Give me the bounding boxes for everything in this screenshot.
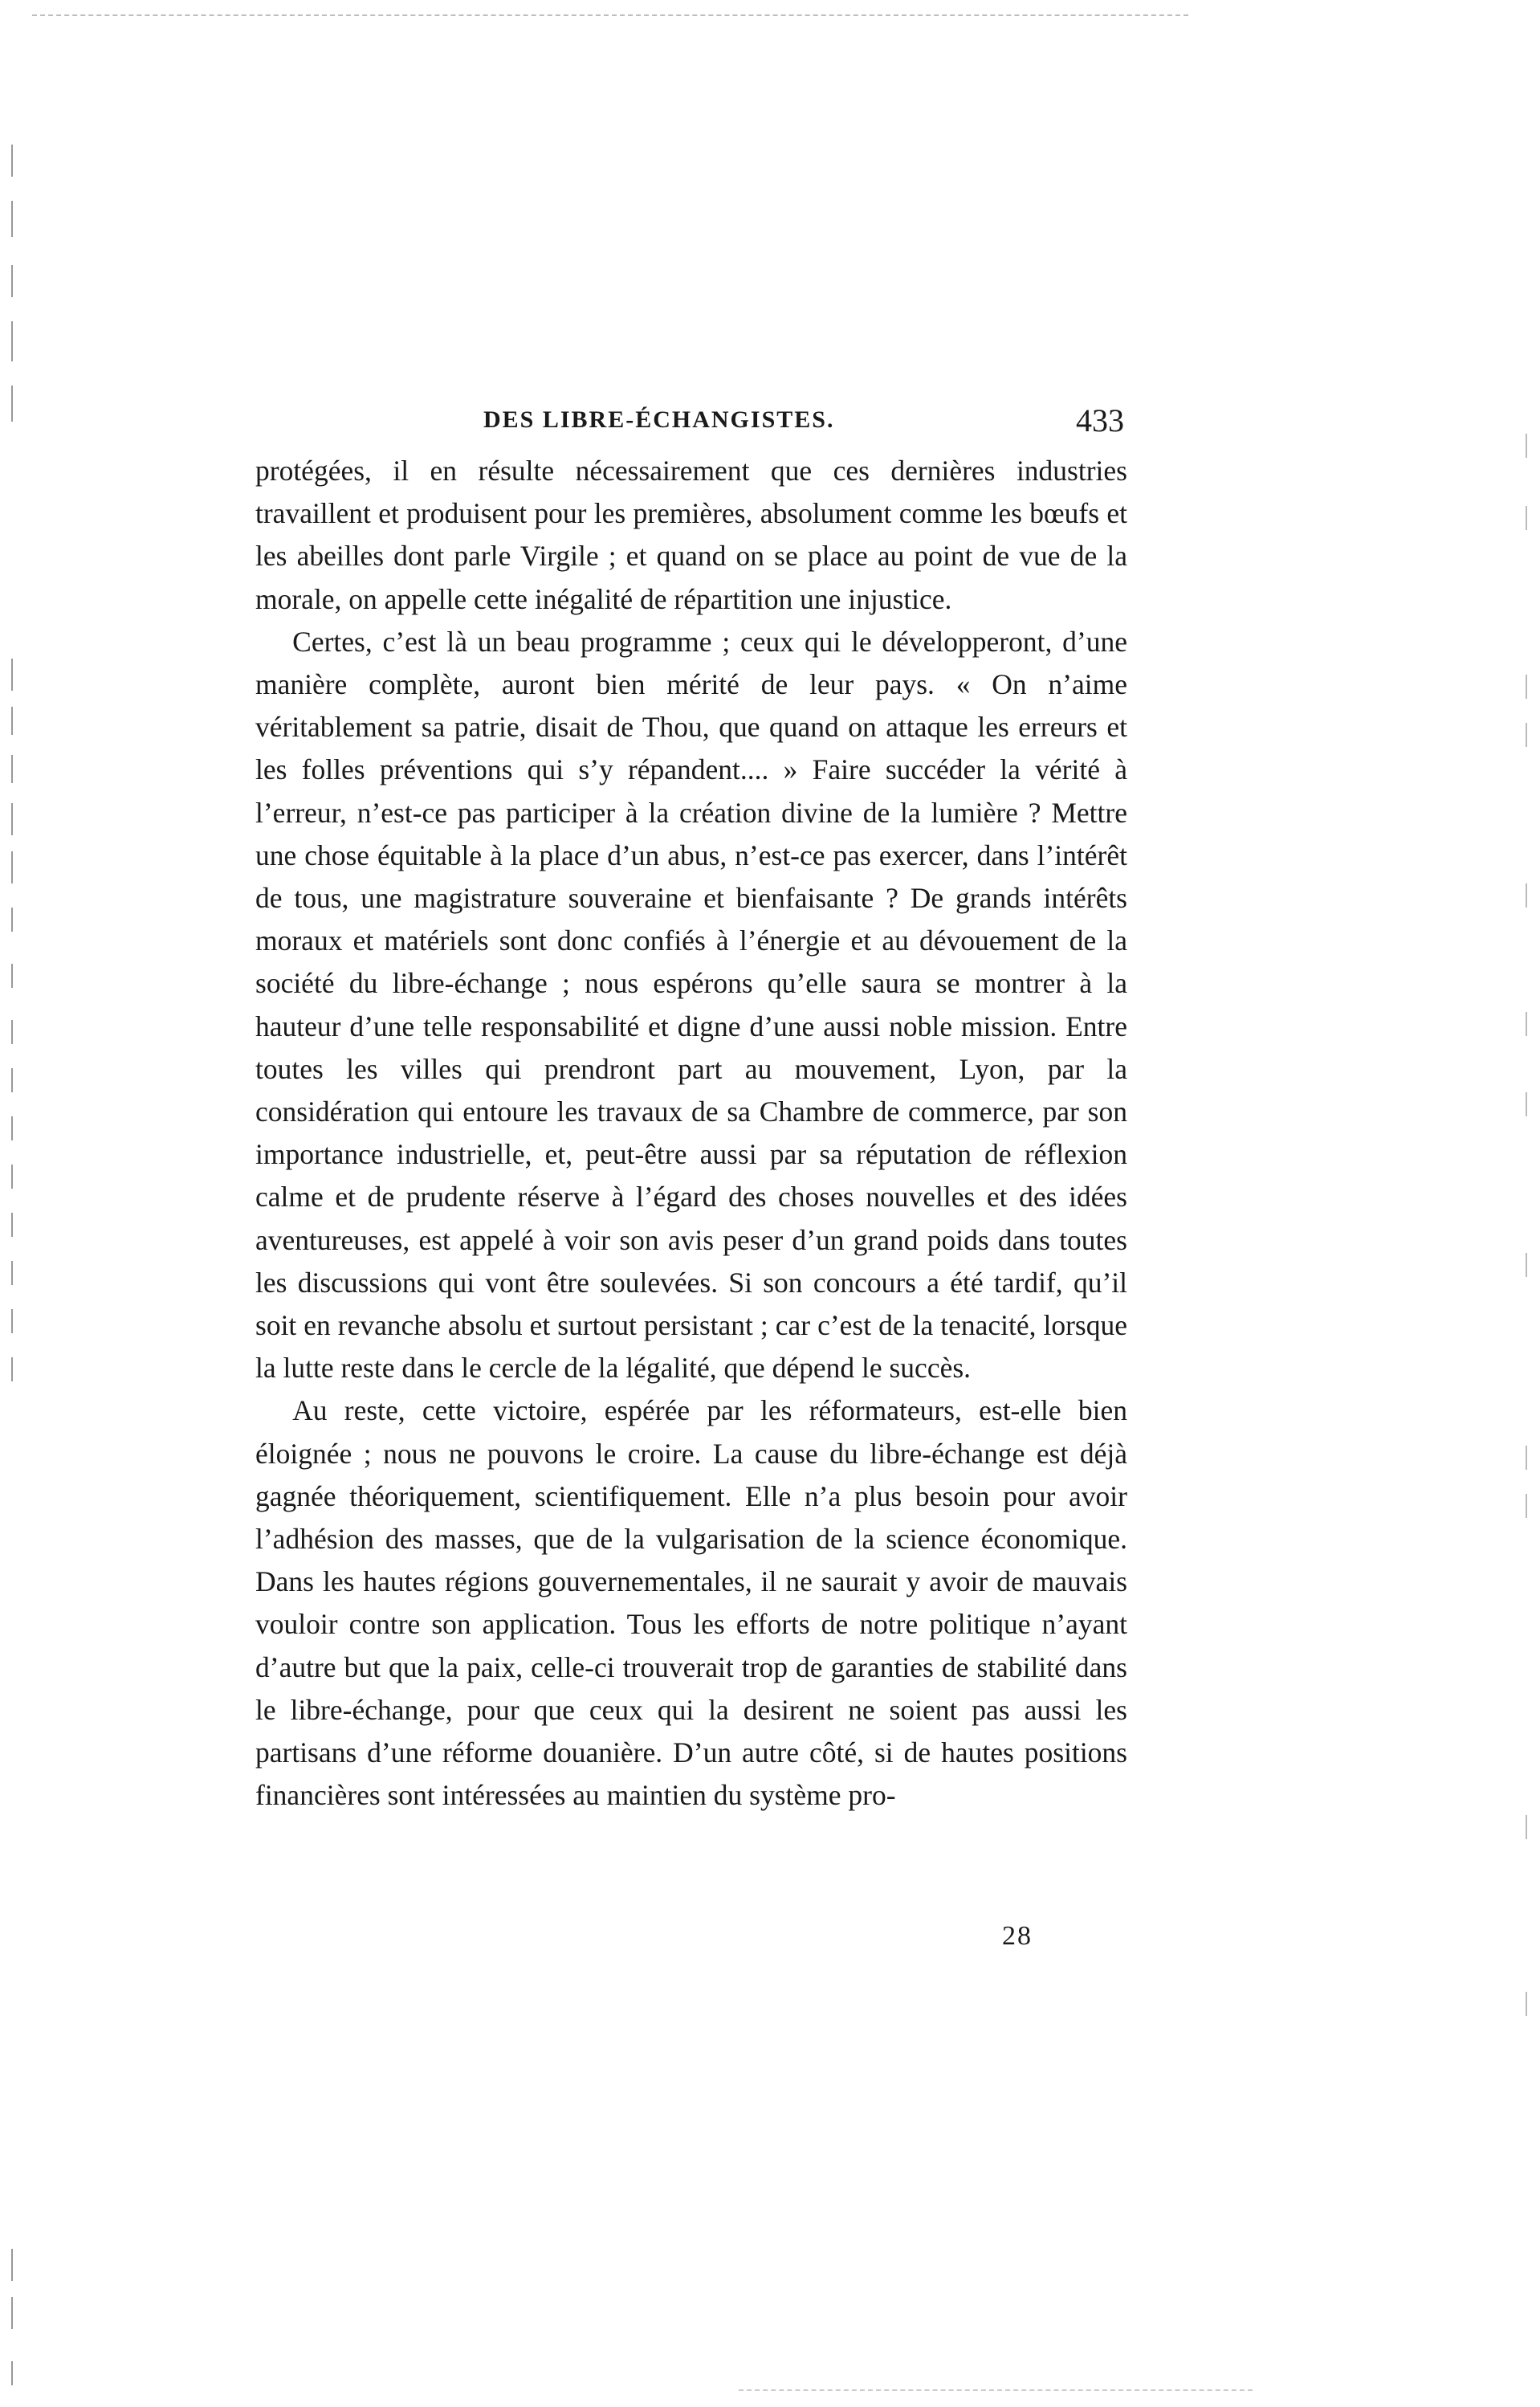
body-text	[255, 450, 1127, 1817]
paragraph-1: protégées, il en résulte nécessairement que ces dernières industries travaillent et produisent pour les premières, absolument comme les bœufs et les abeilles dont parle Virgile ; et quand on se place au point de vue de la morale, on appelle cette inégalité de répartition une injustice.	[255, 455, 1127, 615]
running-title: DES LIBRE-ÉCHANGISTES.	[483, 406, 835, 433]
signature-mark: 28	[1002, 1921, 1033, 1951]
running-head	[257, 402, 1124, 442]
bottom-scan-rule	[739, 2389, 1253, 2391]
paragraph-3: Au reste, cette victoire, espérée par les réformateurs, est-elle bien éloignée ; nous ne pouvons le croire. La cause du libre-échange est déjà gagnée théoriquement, scientifiquement. Elle n’a plus besoin pour avoir l’adhésion des masses, que de la vulgarisation de la science économique. Dans les hautes régions gouvernementales, il ne saurait y avoir de mauvais vouloir contre son application. Tous les efforts de notre politique n’ayant d’autre but que la paix, celle-ci trouverait trop de garanties de stabilité dans le libre-échange, pour que ceux qui la desirent ne soient pas aussi les partisans d’une réforme douanière. D’un autre côté, si de hautes positions financières sont intéressées au maintien du système pro-	[255, 1394, 1127, 1812]
top-scan-rule	[32, 14, 1188, 16]
page-number: 433	[1076, 402, 1124, 439]
left-margin-scan-marks	[11, 145, 16, 2313]
paragraph-2: Certes, c’est là un beau programme ; ceux qui le développeront, d’une manière complète, auront bien mérité de leur pays. « On n’aime véritablement sa patrie, disait de Thou, que quand on attaque les erreurs et les folles préventions qui s’y répandent.... » Faire succéder la vérité à l’erreur, n’est-ce pas participer à la création divine de la lumière ? Mettre une chose équitable à la place d’un abus, n’est-ce pas exercer, dans l’intérêt de tous, une magistrature souveraine et bienfaisante ? De grands intérêts moraux et matériels sont donc confiés à l’énergie et au dévouement de la société du libre-échange ; nous espérons qu’elle saura se montrer à la hauteur d’une telle responsabilité et digne d’une aussi noble mission. Entre toutes les villes qui prendront part au mouvement, Lyon, par la considération qui entoure les travaux de sa Chambre de commerce, par son importance industrielle, et, peut-être aussi par sa réputation de réflexion calme et de prudente réserve à l’égard des choses nouvelles et des idées aventureuses, est appelé à voir son avis peser d’un grand poids dans toutes les discussions qui vont être soulevées. Si son concours a été tardif, qu’il soit en revanche absolu et surtout persistant ; car c’est de la tenacité, lorsque la lutte reste dans le cercle de la légalité, que dépend le succès.	[255, 625, 1127, 1385]
right-margin-scan-marks	[1526, 434, 1530, 2040]
